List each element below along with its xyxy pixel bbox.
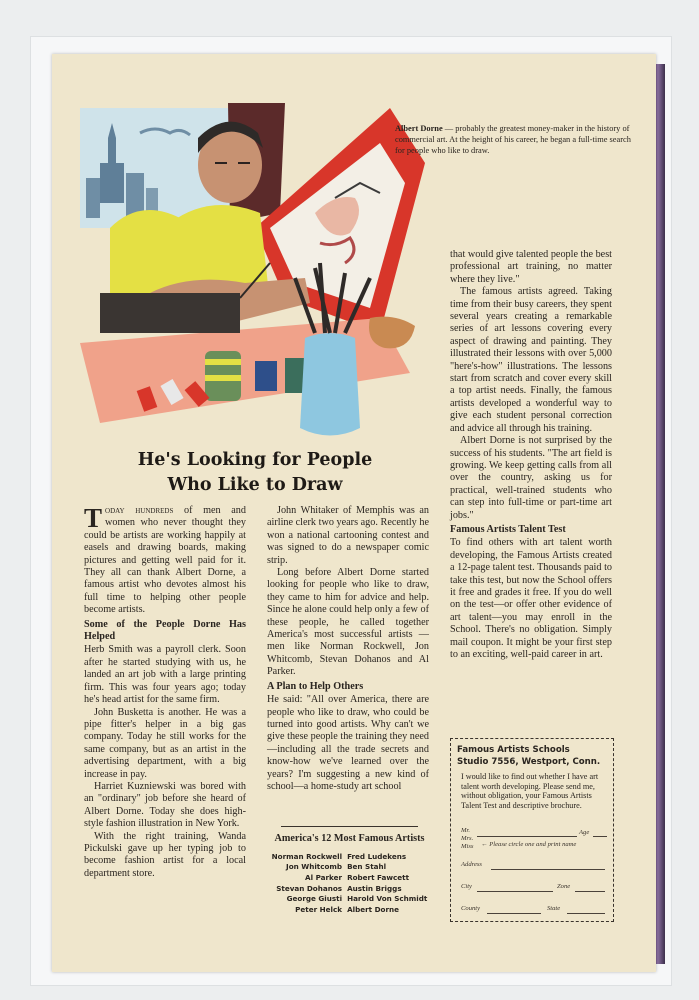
artist-name: Harold Von Schmidt [347,894,428,904]
col1-paragraph-5: With the right training, Wanda Pickulski gave up her typing job to become fashion artist for a local department store. [84,830,246,879]
headline [82,448,428,498]
list-divider [281,826,418,827]
headline-line-1: He's Looking for People [137,450,373,470]
headline-line-2: Who Like to Draw [167,475,343,495]
coupon-zone-field[interactable] [575,891,605,892]
coupon-mrs-label: Mrs. [461,835,474,842]
drop-cap: T [84,503,103,533]
col1-p1-text: of men and women who never thought they could be artists are working happily at easels and drawing boards, making pictures and getting well paid for it. They all can thank Albert Dorne, a famous artist who devotes almost his full time to helping other people become artists. [84,505,246,616]
artist-name: Fred Ludekens [347,851,407,861]
artist-name: Austin Briggs [347,883,402,893]
illustration-caption [395,123,635,156]
coupon-state-label: State [547,905,561,912]
col3-subhead: Famous Artists Talent Test [450,523,566,535]
coupon-county-label: County [461,905,481,912]
coupon-studio-address: Studio 7556, Westport, Conn. [457,757,601,767]
col2-paragraph-2: Long before Albert Dorne started looking for people who like to draw, they came to him for advice and help. Since he alone could help only a few of these people, he called together America's most successful artists —men like Norman Rockwell, Jon Whitcomb, Stevan Dohanos and Al Parker. [267,567,429,678]
coupon-mr-label: Mr. [461,827,470,834]
coupon-zone-label: Zone [557,883,571,890]
col1-paragraph-3: John Busketta is another. He was a pipe fitter's helper in a big gas company. Today he still works for the same company, but as an artist in the advertising department, with a big increase in pay. [84,706,246,780]
coupon-request-text: I would like to find out whether I have art talent worth developing. Please send me, without obligation, your Famous Artists Talent Test and descriptive brochure. [461,772,599,810]
artists-list-title: America's 12 Most Famous Artists [274,833,425,844]
artist-name: Al Parker [305,872,343,882]
body-column-1 [84,505,246,880]
col1-paragraph-1 [84,505,246,617]
col1-paragraph-2: Herb Smith was a payroll clerk. Soon after he started studying with us, he landed an art job with a large printing firm. This was four years ago; today he's head artist for the same firm. [84,644,246,706]
lead-small-caps: oday hundreds [105,505,174,516]
famous-artists-list [267,826,432,916]
coupon-name-field[interactable] [477,836,577,837]
body-column-3 [450,249,612,661]
artists-left-column [272,852,347,916]
coupon-state-field[interactable] [567,913,605,914]
artists-names [267,852,432,916]
artist-name: Stevan Dohanos [276,883,343,893]
artist-name: Albert Dorne [347,905,400,915]
coupon-school-name: Famous Artists Schools [457,745,570,755]
coupon-address-label: Address [461,861,483,868]
artist-name: Robert Fawcett [347,872,410,882]
artist-name: Ben Stahl [347,862,387,872]
coupon-print-note-text: Please circle one and print name [489,841,577,848]
caption-text: — probably the greatest money-maker in the history of commercial art. At the height of his career, he began a full-time search for people who like to draw. [395,124,631,155]
col2-paragraph-3: He said: "All over America, there are people who like to draw, who could be turned into good artists. Why can't we give these people the training they need—including all the trade secrets and know-how we've learned over the years? I'm suggesting a new kind of school—a home-study art school [267,694,429,792]
artist-illustration [80,103,430,443]
artist-name: Norman Rockwell [271,851,343,861]
artist-name: Jon Whitcomb [286,862,343,872]
col3-paragraph-1: that would give talented people the best professional art training, no matter where they live." [450,249,612,285]
coupon-miss-label: Miss [461,843,474,850]
caption-name: Albert Dorne [395,124,443,133]
artist-name: Peter Helck [295,905,343,915]
col3-paragraph-4: To find others with art talent worth developing, the Famous Artists created a 12-page talent test. Thousands paid to take this test, but now the School offers it free and grades it free. If you do well on the test—or offer other evidence of art talent—you may enroll in the School. There's no obligation. Simply mail coupon. It might be your first step to an exciting, well-paid career in art. [450,537,612,660]
coupon-city-field[interactable] [477,891,553,892]
col2-paragraph-1: John Whitaker of Memphis was an airline clerk two years ago. Recently he won a national cartooning contest and was signed to do a newspaper comic strip. [267,505,429,566]
coupon-address-field[interactable] [491,869,605,870]
coupon-age-field[interactable] [593,836,607,837]
artists-right-column [347,852,427,916]
col3-paragraph-3: Albert Dorne is not surprised by the success of his students. "The art field is growing. We keep getting calls from all over the country, asking us for practical, well-trained students who can step into full-time or part-time art jobs." [450,435,612,521]
coupon-city-label: City [461,883,472,890]
artist-name: George Giusti [286,894,343,904]
coupon-age-label: Age [579,829,590,836]
coupon-county-field[interactable] [487,913,541,914]
col1-subhead: Some of the People Dorne Has Helped [84,618,246,643]
coupon-print-note: ← Please circle one and print name [481,841,577,848]
mail-coupon[interactable] [450,738,614,922]
body-column-2 [267,505,429,793]
col1-paragraph-4: Harriet Kuzniewski was bored with an "ordinary" job before she heard of Albert Dorne. Today she does high-style fashion illustration in New York. [84,780,246,830]
col3-paragraph-2: The famous artists agreed. Taking time from their busy careers, they spent several years creating a remarkable series of art lessons covering every aspect of drawing and painting. They illustrated their lessons with over 5,000 "here's-how" illustrations. The lessons start from scratch and cover every skill a top artist needs. Finally, the famous artists developed a wonderful way to give each student personal correction and advice all through his training. [450,286,612,434]
col2-subhead: A Plan to Help Others [267,680,364,692]
